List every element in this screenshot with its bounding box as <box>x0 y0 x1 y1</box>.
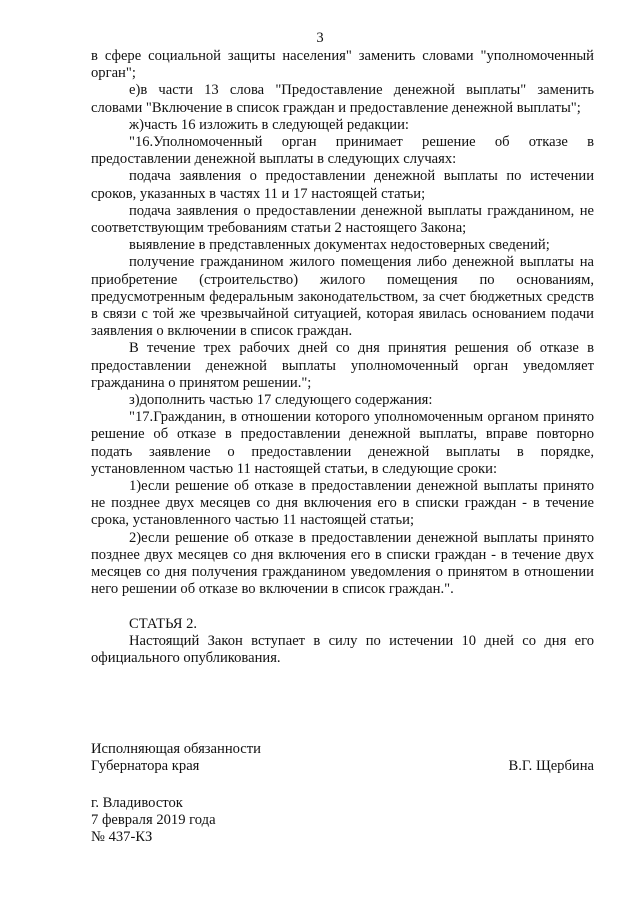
signatory-title-line2: Губернатора края <box>91 758 200 775</box>
law-number: № 437-КЗ <box>91 829 153 846</box>
law-date: 7 февраля 2019 года <box>91 812 216 829</box>
signature-block <box>91 741 594 775</box>
city: г. Владивосток <box>91 795 183 811</box>
paragraph: е)в части 13 слова "Предоставление денежной выплаты" заменить словами "Включение в список граждан и предоставление денежной выплаты"; <box>91 82 594 116</box>
paragraph: в сфере социальной защиты населения" заменить словами "уполномоченный орган"; <box>91 48 594 82</box>
paragraph: В течение трех рабочих дней со дня принятия решения об отказе в предоставлении денежной выплаты уполномоченный орган уведомляет гражданина о принятом решении."; <box>91 340 594 391</box>
paragraph: выявление в представленных документах недостоверных сведений; <box>129 237 550 254</box>
paragraph: "17.Гражданин, в отношении которого уполномоченным органом принято решение об отказе в предоставлении денежной выплаты, вправе повторно подать заявление о предоставлении денежной выплаты в порядке, установленном частью 11 настоящей статьи, в следующие сроки: <box>91 409 594 477</box>
paragraph: "16.Уполномоченный орган принимает решение об отказе в предоставлении денежной выплаты в следующих случаях: <box>91 134 594 168</box>
spacer <box>91 599 594 616</box>
place-date-block <box>91 795 216 847</box>
article-text: Настоящий Закон вступает в силу по истечении 10 дней со дня его официального опубликования. <box>91 632 594 666</box>
paragraph: подача заявления о предоставлении денежной выплаты по истечении сроков, указанных в частях 11 и 17 настоящей статьи; <box>91 168 594 202</box>
paragraph: ж)часть 16 изложить в следующей редакции: <box>129 116 409 133</box>
document-body <box>91 48 594 667</box>
article-heading: СТАТЬЯ 2. <box>129 615 198 632</box>
paragraph: подача заявления о предоставлении денежной выплаты гражданином, не соответствующим требованиям статьи 2 настоящего Закона; <box>91 202 594 237</box>
page-number: 3 <box>316 30 324 46</box>
paragraph: 1)если решение об отказе в предоставлении денежной выплаты принято не позднее двух месяцев со дня включения его в списки граждан - в течение срока, установленного частью 11 настоящей статьи; <box>91 478 594 529</box>
paragraph: з)дополнить частью 17 следующего содержания: <box>129 392 433 409</box>
signature-row <box>91 758 594 775</box>
paragraph: 2)если решение об отказе в предоставлении денежной выплаты принято позднее двух месяцев со дня включения его в списки граждан - в течение двух месяцев со дня получения гражданином уведомления о принятом в отношении него решении об отказе во включении в список граждан.". <box>91 529 594 598</box>
paragraph: получение гражданином жилого помещения либо денежной выплаты на приобретение (строительство) жилого помещения по основаниям, предусмотренным федеральным законодательством, за счет бюджетных средств в связи с той же чрезвычайной ситуацией, которая явилась основанием подачи заявления о включении в список граждан. <box>91 254 594 340</box>
signatory-title-line1: Исполняющая обязанности <box>91 741 261 757</box>
signatory-name: В.Г. Щербина <box>508 758 594 775</box>
